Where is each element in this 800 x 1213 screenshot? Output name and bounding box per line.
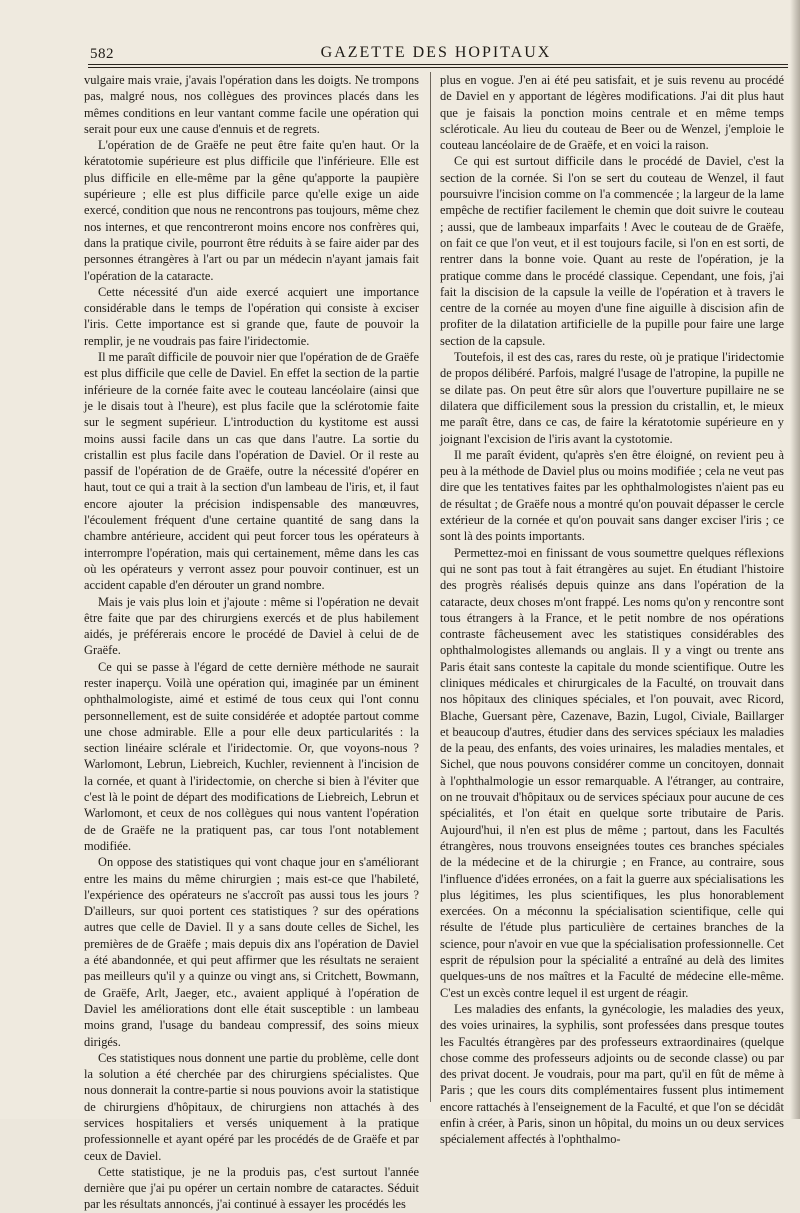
page-edge-shadow [790,0,800,1119]
page-number: 582 [90,46,114,62]
paragraph: plus en vogue. J'en ai été peu satisfait, et je suis revenu au procédé de Daviel en y apportant de légères modifications. J'ai dit plus haut que je faisais la ponction moins centrale et en même temps scléroticale. Au lieu du couteau de Beer ou de Wenzel, j'emploie le couteau lancéolaire de de Graëfe, et en voici la raison. [440,73,784,153]
header-rule-thin [88,67,788,68]
running-title: GAZETTE DES HOPITAUX [320,44,552,61]
paragraph: Ce qui se passe à l'égard de cette dernière méthode ne saurait rester inaperçu. Voilà une opération qui, imaginée par un éminent ophthalmologiste, aimé et estimé de tous ceux qui l'ont connu personnellement, est de suite considérée et adoptée partout comme une chose admirable. Elle a pour elle deux particularités : la section linéaire sclérale et l'iridectomie. Or, que voyons-nous ? Warlomont, Lebrun, Liebreich, Kuchler, reviennent à l'incision de la cornée, et quant à l'iridectomie, on cherche si bien à l'éviter que c'est là le point de départ des modifications de Liebreich, Lebrun et Warlomont, et ceux de nos collègues qui nous vantent l'opération de de Graëfe ne la pratiquent pas, car tous l'ont notablement modifiée. [84,659,419,853]
right-column [440,72,784,1148]
paragraph: Ces statistiques nous donnent une partie du problème, celle dont la solution a été cherchée par des chirurgiens spécialistes. Que nous donnerait la contre-partie si nous pouvions avoir la statistique de chirurgiens d'hôpitaux, de chirurgiens non attachés à des services hospitaliers et versés uniquement à la pratique professionnelle et ayant opéré par les procédés de de Graëfe et par ceux de Daviel. [84,1050,419,1163]
paragraph: Toutefois, il est des cas, rares du reste, où je pratique l'iridectomie de propos délibéré. Parfois, malgré l'usage de l'atropine, la pupille ne se dilate pas. On peut être sûr alors que l'ouverture pupillaire ne se dilatera que difficilement sous la pression du cristallin, et, le mieux me paraît être, dans ce cas, de faire la kératotomie supérieure en y joignant l'excision de l'iris avant la cystotomie. [440,350,784,446]
paragraph: Cette nécessité d'un aide exercé acquiert une importance considérable dans le temps de l'opération qui consiste à exciser l'iris. Cette importance est si grande que, faute de pouvoir la remplir, je ne voudrais pas faire l'iridectomie. [84,284,419,348]
paragraph: L'opération de de Graëfe ne peut être faite qu'en haut. Or la kératotomie supérieure est plus difficile que l'inférieure. Elle est plus difficile en elle-même par la gêne qu'apporte la paupière supérieure ; elle est plus difficile parce qu'elle exige un aide exercé, condition que nous ne rencontrons pas toujours, même chez nos internes, et que rencontreront moins encore nos confrères qui, dans la pratique civile, pourront être réduits à se faire aider par des personnes étrangères à l'art ou par un médecin n'ayant jamais fait l'opération de la cataracte. [84,138,419,283]
paragraph: Ce qui est surtout difficile dans le procédé de Daviel, c'est la section de la cornée. Si l'on se sert du couteau de Wenzel, il faut poursuivre l'incision comme on l'a commencée ; la largeur de la lame empêche de rectifier facilement le chemin que doit suivre le couteau ; aussi, que de lambeaux imparfaits ! Avec le couteau de de Graëfe, on fait ce que l'on veut, et il est toujours facile, si l'on en est sorti, de rentrer dans la bonne voie. Quant au reste de l'opération, je la pratique comme dans le procédé classique. Cependant, une fois, j'ai fait la discision de la capsule la veille de l'opération et à travers le centre de la cornée au moyen d'une fine aiguille à discision afin de profiter de la dilatation artificielle de la pupille pour faire une large section de la capsule. [440,154,784,348]
paragraph: Les maladies des enfants, la gynécologie, les maladies des yeux, des voies urinaires, la syphilis, sont professées dans presque toutes les Facultés étrangères par des professeurs extraordinaires (quelque chose comme des professeurs adjoints ou de seconde classe) ou par des privat docent. Je voudrais, pour ma part, qu'il en fût de même à Paris ; que les cours dits complémentaires fussent plus intimement encore rattachés à l'enseignement de la Faculté, et que l'on se décidât enfin à créer, à Paris, sinon un hôpital, du moins un ou deux services spécialement affectés à l'ophthalmo- [440,1001,784,1147]
paragraph: vulgaire mais vraie, j'avais l'opération dans les doigts. Ne trompons pas, malgré nous, nos collègues des provinces placés dans les mêmes conditions en leur vantant comme facile une opération qui serait pour eux une cause d'ennuis et de regrets. [84,73,419,136]
paragraph: Mais je vais plus loin et j'ajoute : même si l'opération ne devait être faite que par des chirurgiens exercés et de plus habilement aidés, je préférerais encore le procédé de Daviel à celui de de Graëfe. [84,594,419,658]
column-divider [430,72,431,1102]
header-rule [88,64,788,65]
paragraph: Cette statistique, je ne la produis pas, c'est surtout l'année dernière que j'ai pu opérer un certain nombre de cataractes. Séduit par les résultats annoncés, j'ai continué à essayer les procédés les [84,1164,419,1212]
paragraph: Il me paraît évident, qu'après s'en être éloigné, on revient peu à peu à la méthode de Daviel plus ou moins modifiée ; cela ne veut pas dire que les tentatives faites par les ophthalmologistes n'aient pas eu de résultat ; de Graëfe nous a montré qu'on pouvait dépasser le cercle extérieur de la cornée et qu'on pouvait sans danger exciser l'iris ; ce sont là des points importants. [440,447,784,544]
paragraph: On oppose des statistiques qui vont chaque jour en s'améliorant entre les mains du même chirurgien ; mais est-ce que l'habileté, l'expérience des opérateurs ne s'accroît pas aussi tous les jours ? D'ailleurs, sur quoi portent ces statistiques ? sur des opérations autres que celle de Daviel. Il y a sans doute celles de Sichel, les premières de de Graëfe ; mais depuis dix ans l'opération de Daviel a été abandonnée, et qui peut affirmer que les résultats ne seraient pas meilleurs qu'il y a quinze ou vingt ans, si Critchett, Bowmann, de Graëfe, Arlt, Jaeger, etc., avaient appliqué à l'opération de Daviel les améliorations dont elle était susceptible : un lambeau moins grand, l'usage du bandeau compressif, des soins mieux dirigés. [84,855,419,1049]
left-column [84,72,419,1213]
paragraph: Il me paraît difficile de pouvoir nier que l'opération de de Graëfe est plus difficile que celle de Daviel. En effet la section de la partie inférieure de la cornée faite avec le couteau lancéolaire (ainsi que je le disais tout à l'heure), est plus facile que la sclérotomie faite sur le segment supérieur. L'introduction du kystitome est aussi moins aussi facile dans un cas que dans l'autre. La sortie du cristallin est plus facile dans l'opération de Daviel. Or il reste au passif de l'opération de de Graëfe, outre la nécessité d'opérer en haut, tout ce qui a trait à la section d'un lambeau de l'iris, et, il faut encore ajouter la précision indispensable des manœuvres, l'écoulement fréquent d'une certaine quantité de sang dans la chambre antérieure, accident qui peut forcer tous les opérateurs à interrompre l'opération, mais qui certainement, même dans les cas où les opérateurs y verront assez pour pouvoir continuer, est un accident capable d'en dérouter un grand nombre. [84,350,419,593]
page-header [80,36,792,66]
paragraph: Permettez-moi en finissant de vous soumettre quelques réflexions qui ne sont pas tout à fait étrangères au sujet. En étudiant l'histoire des progrès réalisés depuis quinze ans dans l'opération de la cataracte, deux choses m'ont frappé. Les noms qu'on y rencontre sont tous étrangers à la France, et le petit nombre de nos opérations contraste fâcheusement avec les statistiques considérables des ophthalmologistes allemands ou anglais. Il y a vingt ou trente ans Paris était sans conteste la capitale du monde scientifique. Outre les cliniques médicales et chirurgicales de la Faculté, on trouvait dans nos hôpitaux des cliniques spéciales, et l'on pouvait, avec Ricord, Blache, Guersant père, Cazenave, Bazin, Lugol, Civiale, Baillarger et beaucoup d'autres, étudier dans des services spéciaux les maladies de la peau, des enfants, des voies urinaires, les maladies mentales, et Sichel, que nous pouvons considérer comme un concitoyen, donnait à l'ophthalmologie un essor remarquable. A l'étranger, au contraire, on ne trouvait d'hôpitaux ou de services spéciaux pour aucune de ces spécialités, et l'on était en quelque sorte tributaire de Paris. Aujourd'hui, il n'en est plus de même ; partout, dans les Facultés étrangères, nous trouvons enseignées toutes ces branches spéciales de la médecine et de la chirurgie ; en France, au contraire, sous l'influence d'idées erronées, on a fait la guerre aux spécialisations les plus légitimes, les plus scientifiques, les plus honorablement exercées. On a méconnu la spécialisation scientifique, celle qui résulte de l'étude plus particulière de certaines branches de la science, pour n'avoir en vue que la spécialisation professionnelle. Cet esprit de répulsion pour la spécialité a entraîné au delà des limites quelques-uns de nos maîtres et la Faculté de médecine elle-même. C'est un excès contre lequel il est urgent de réagir. [440,545,784,1000]
